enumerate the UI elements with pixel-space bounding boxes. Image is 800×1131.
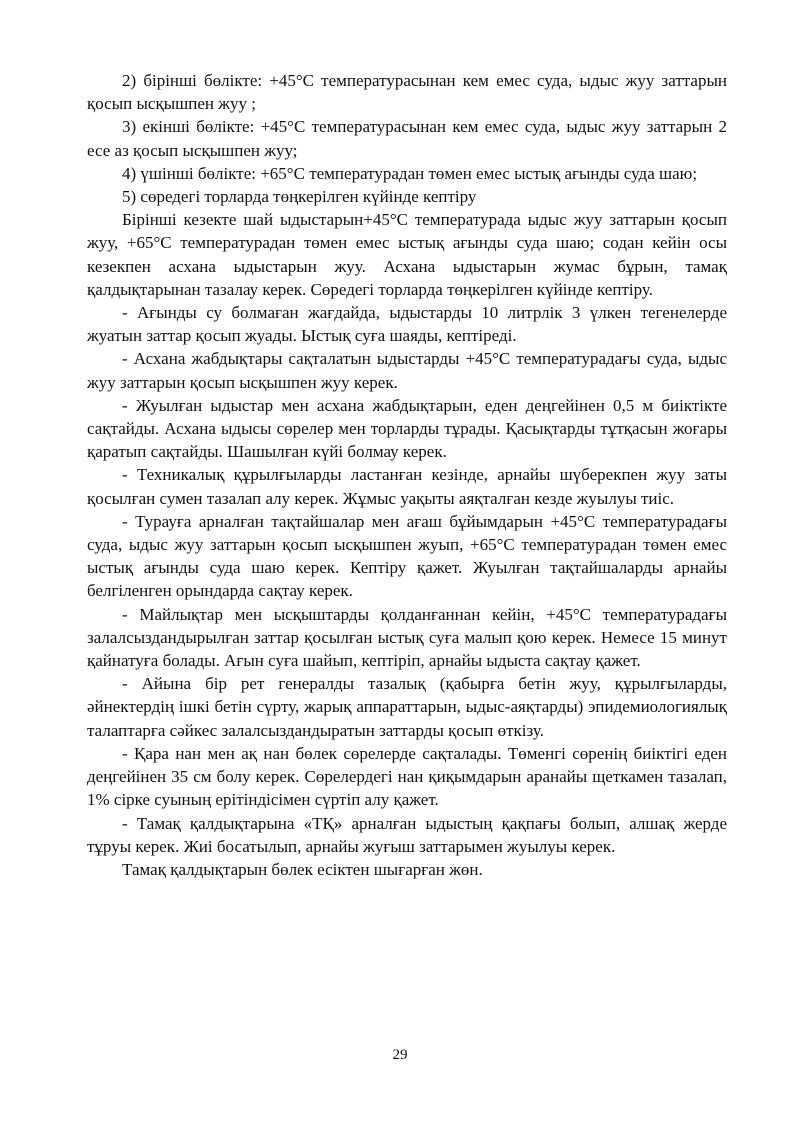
- paragraph-washing-order: Бірінші кезекте шай ыдыстарын+45°С температурада ыдыс жуу заттарын қосып жуу, +65°С температурадан төмен емес ыстық ағынды суда шаю; содан кейін осы кезекпен асхана ыдыстарын жуу. Асхана ыдыстарын жумас бұрын, тамақ қалдықтарынан тазалау керек. Сөредегі торларда төңкерілген күйінде кептіру.: [87, 210, 727, 299]
- page-number: 29: [392, 1047, 408, 1063]
- paragraph-food-waste-exit: Тамақ қалдықтарын бөлек есіктен шығарған жөн.: [122, 859, 483, 879]
- paragraph-step-5: 5) сөредегі торларда төңкерілген күйінде кептіру: [122, 187, 477, 207]
- paragraph-technical-devices: - Техникалық құрылғыларды ластанған кезінде, арнайы шүберекпен жуу заты қосылған сумен тазалап алу керек. Жұмыс уақыты аяқталған кезде жуылуы тиіс.: [87, 465, 727, 508]
- paragraph-step-3: 3) екінші бөлікте: +45°С температурасынан кем емес суда, ыдыс жуу заттарын 2 есе аз қосып ысқышпен жуу;: [87, 117, 727, 160]
- paragraph-step-4: 4) үшінші бөлікте: +65°С температурадан төмен емес ыстық ағынды суда шаю;: [122, 163, 698, 183]
- paragraph-storage-height: - Жуылған ыдыстар мен асхана жабдықтарын, еден деңгейінен 0,5 м биіктікте сақтайды. Асхана ыдысы сөрелер мен торларды тұрады. Қасықтарды тұтқасын жоғары қаратып сақтайды. Шашылған күйі болмау керек.: [87, 395, 727, 462]
- document-page: [87, 69, 727, 881]
- paragraph-general-cleaning: - Айына бір рет генералды тазалық (қабырға бетін жуу, құрылғыларды, әйнектердің ішкі бетін сүрту, жарық аппараттарын, ыдыс-аяқтарды) эпидемиологиялық талаптарға сәйкес залалсыздандыратын заттарды қосып өткізу.: [87, 674, 727, 740]
- paragraph-no-running-water: - Ағынды су болмаған жағдайда, ыдыстарды 10 литрлік 3 үлкен тегенелерде жуатын заттар қосып жуады. Ыстық суға шаяды, кептіреді.: [87, 303, 727, 346]
- paragraph-kitchen-equipment-containers: - Асхана жабдықтары сақталатын ыдыстарды +45°С температурадағы суда, ыдыс жуу заттарын қосып ысқышпен жуу керек.: [87, 349, 727, 392]
- paragraph-step-2: 2) бірінші бөлікте: +45°С температурасынан кем емес суда, ыдыс жуу заттарын қосып ысқышпен жуу ;: [87, 71, 727, 114]
- paragraph-food-waste-container: - Тамақ қалдықтарына «ТҚ» арналған ыдыстың қақпағы болып, алшақ жерде тұруы керек. Жиі босатылып, арнайы жуғыш заттарымен жуылуы керек.: [87, 813, 727, 856]
- paragraph-cutting-boards: - Турауға арналған тақтайшалар мен ағаш бұйымдарын +45°С температурадағы суда, ыдыс жуу заттарын қосып ысқышпен жуып, +65°С температурадан төмен емес ыстық ағынды суда шаю керек. Кептіру қажет. Жуылған тақтайшаларды арнайы белгіленген орындарда сақтау керек.: [87, 511, 727, 601]
- paragraph-bread-storage: - Қара нан мен ақ нан бөлек сөрелерде сақталады. Төменгі сөренің биіктігі еден деңгейінен 35 см болу керек. Сөрелердегі нан қиқымдарын аранайы щеткамен тазалап, 1% сірке суының ерітіндісімен сүртіп алу қажет.: [87, 743, 727, 810]
- paragraph-cloths-scrubbers: - Майлықтар мен ысқыштарды қолданғаннан кейін, +45°С температурадағы залалсыздандырылған заттар қосылған ыстық суға малып қою керек. Немесе 15 минут қайнатуға болады. Ағын суға шайып, кептіріп, арнайы ыдыста сақтау қажет.: [87, 604, 727, 671]
